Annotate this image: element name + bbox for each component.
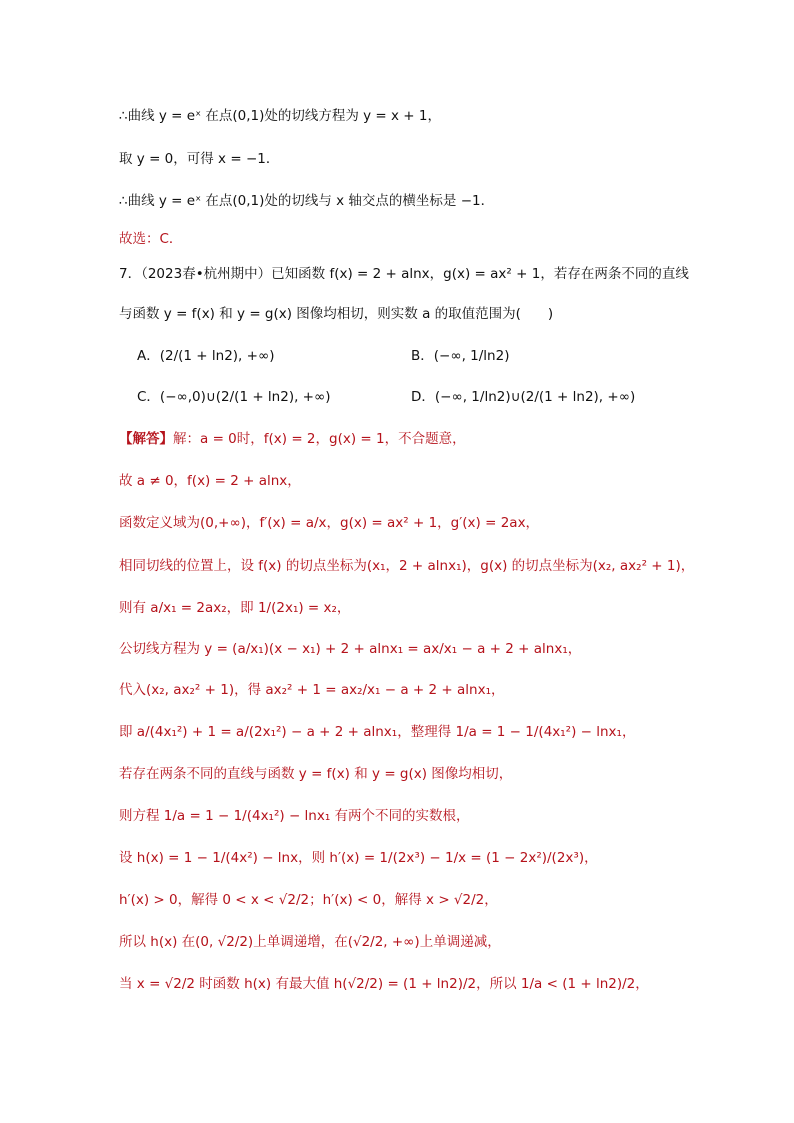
solution-line-2: 故 a ≠ 0，f(x) = 2 + alnx， — [119, 473, 301, 489]
solution-line-9: 若存在两条不同的直线与函数 y = f(x) 和 y = g(x) 图像均相切， — [119, 766, 513, 782]
solution-line-6: 公切线方程为 y = (a/x₁)(x − x₁) + 2 + alnx₁ = ax/x₁ − a + 2 + alnx₁， — [119, 641, 582, 657]
solution-line-13: 所以 h(x) 在(0, √2/2)上单调递增，在(√2/2, +∞)上单调递减， — [119, 934, 501, 950]
option-c: C．(−∞,0)∪(2/(1 + ln2), +∞) — [137, 389, 331, 405]
solution-line-4: 相同切线的位置上，设 f(x) 的切点坐标为(x₁，2 + alnx₁)，g(x) 的切点坐标为(x₂, ax₂² + 1)， — [119, 558, 695, 574]
option-d: D．(−∞, 1/ln2)∪(2/(1 + ln2), +∞) — [411, 389, 636, 405]
question-7-stem-cont: 与函数 y = f(x) 和 y = g(x) 图像均相切，则实数 a 的取值范围为( ) — [119, 306, 554, 322]
text-line-4: 故选：C． — [119, 231, 183, 247]
solution-line-14: 当 x = √2/2 时函数 h(x) 有最大值 h(√2/2) = (1 + ln2)/2，所以 1/a < (1 + ln2)/2， — [119, 976, 649, 992]
solution-line-1: 【解答】解：a = 0时，f(x) = 2，g(x) = 1，不合题意， — [119, 431, 466, 447]
question-7-stem: 7．（2023春•杭州期中）已知函数 f(x) = 2 + alnx，g(x) = ax² + 1，若存在两条不同的直线 — [119, 266, 689, 282]
text-line-2: 取 y = 0，可得 x = −1． — [119, 151, 280, 167]
solution-line-7: 代入(x₂, ax₂² + 1)，得 ax₂² + 1 = ax₂/x₁ − a + 2 + alnx₁， — [119, 682, 505, 698]
answer-tag: 【解答】 — [119, 431, 173, 447]
text-line-1: ∴曲线 y = eˣ 在点(0,1)处的切线方程为 y = x + 1， — [119, 108, 442, 124]
solution-line-10: 则方程 1/a = 1 − 1/(4x₁²) − lnx₁ 有两个不同的实数根， — [119, 808, 470, 824]
solution-line-5: 则有 a/x₁ = 2ax₂，即 1/(2x₁) = x₂， — [119, 600, 351, 616]
solution-line-12: h′(x) > 0，解得 0 < x < √2/2；h′(x) < 0，解得 x > √2/2， — [119, 892, 498, 908]
option-b: B．(−∞, 1/ln2) — [411, 348, 510, 364]
option-a: A．(2/(1 + ln2), +∞) — [137, 348, 275, 364]
solution-line-3: 函数定义域为(0,+∞)，f′(x) = a/x，g(x) = ax² + 1，g′(x) = 2ax， — [119, 515, 540, 531]
solution-line-8: 即 a/(4x₁²) + 1 = a/(2x₁²) − a + 2 + alnx₁，整理得 1/a = 1 − 1/(4x₁²) − lnx₁， — [119, 724, 636, 740]
text-line-3: ∴曲线 y = eˣ 在点(0,1)处的切线与 x 轴交点的横坐标是 −1． — [119, 193, 495, 209]
solution-line-11: 设 h(x) = 1 − 1/(4x²) − lnx，则 h′(x) = 1/(2x³) − 1/x = (1 − 2x²)/(2x³)， — [119, 850, 598, 866]
